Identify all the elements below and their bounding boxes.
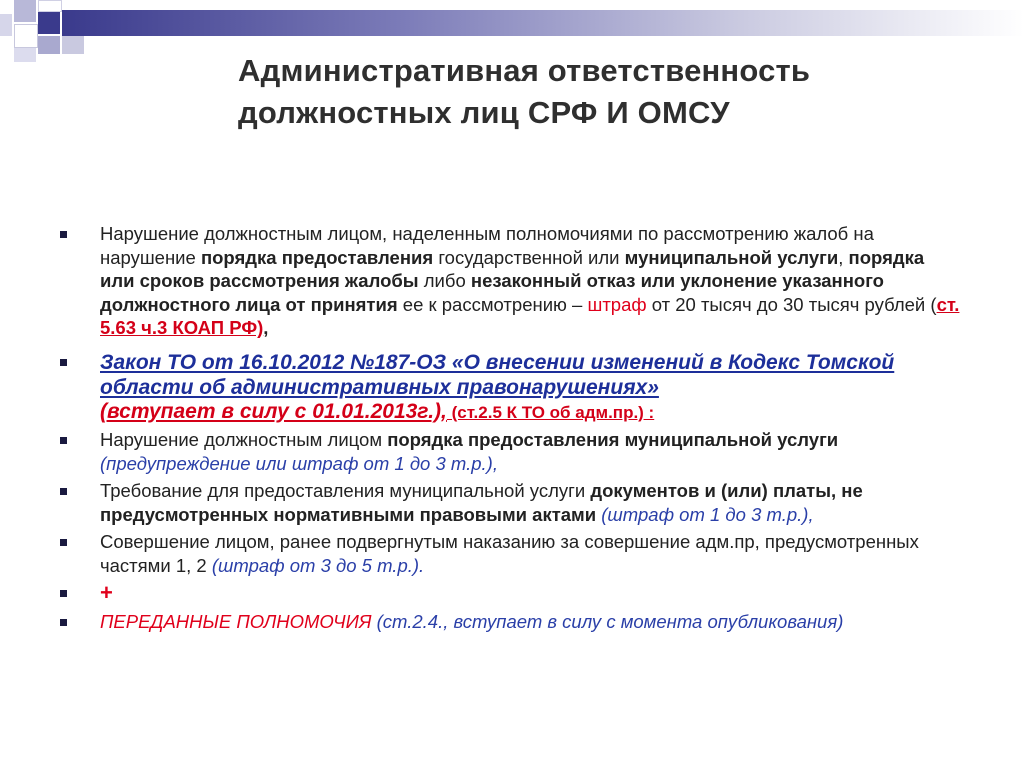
delegated-powers-note: (ст.2.4., вступает в силу с момента опубликования) [371,610,844,632]
bullet-list [60,222,960,637]
list-item: Нарушение должностным лицом порядка предоставления муниципальной услуги (предупреждение или штраф от 1 до 3 т.р.), [60,428,960,475]
penalty-text: (предупреждение или штраф от 1 до 3 т.р.), [100,452,498,474]
list-item: Совершение лицом, ранее подвергнутым наказанию за совершение адм.пр, предусмотренных частями 1, 2 (штраф от 3 до 5 т.р.). [60,530,960,577]
decorative-square [38,12,60,34]
bullet-square-icon [60,619,67,626]
bullet-square-icon [60,488,67,495]
law-title-link[interactable]: Закон ТО от 16.10.2012 №187-ОЗ «О внесении изменений в Кодекс Томской области об административных правонарушениях» [100,350,895,399]
decorative-square [0,14,12,36]
bullet-square-icon [60,590,67,597]
decorative-square [14,48,36,62]
decorative-square [14,0,36,22]
slide-title [238,50,998,134]
bullet-square-icon [60,359,67,366]
bullet-square-icon [60,539,67,546]
title-line-2: должностных лиц СРФ И ОМСУ [238,95,730,130]
decorative-square [38,36,60,54]
effective-date: (вступает в силу с 01.01.2013г.), [100,399,447,423]
decorative-square [62,36,84,54]
decorative-square [14,24,38,48]
decorative-square [38,0,62,12]
decorative-header-bar [62,10,1024,36]
delegated-powers-label: ПЕРЕДАННЫЕ ПОЛНОМОЧИЯ [100,610,372,632]
plus-sign: + [100,580,113,605]
list-item [60,610,960,634]
list-item [60,350,960,425]
list-item: Требование для предоставления муниципальной услуги документов и (или) платы, не предусмотренных нормативными правовыми актами (штраф от 1 до 3 т.р.), [60,479,960,526]
law-reference-link[interactable]: ст. 5.63 ч.3 КОАП РФ) [100,293,960,338]
fine-label: штраф [587,293,647,315]
penalty-text: (штраф от 3 до 5 т.р.). [206,554,425,576]
bullet-square-icon [60,437,67,444]
title-line-1: Административная ответственность [238,53,811,88]
penalty-text: (штраф от 1 до 3 т.р.), [596,503,814,525]
list-item [60,581,960,606]
bullet-square-icon [60,231,67,238]
list-item: Нарушение должностным лицом, наделенным полномочиями по рассмотрению жалоб на нарушение порядка предоставления государственной или муниципальной услуги, порядка или сроков рассмотрения жалобы либо незаконный отказ или уклонение указанного должностного лица от принятия ее к рассмотрению – штраф от 20 тысяч до 30 тысяч рублей (ст. 5.63 ч.3 КОАП РФ), [60,222,960,340]
article-reference: (ст.2.5 К ТО об адм.пр.) : [446,402,655,422]
